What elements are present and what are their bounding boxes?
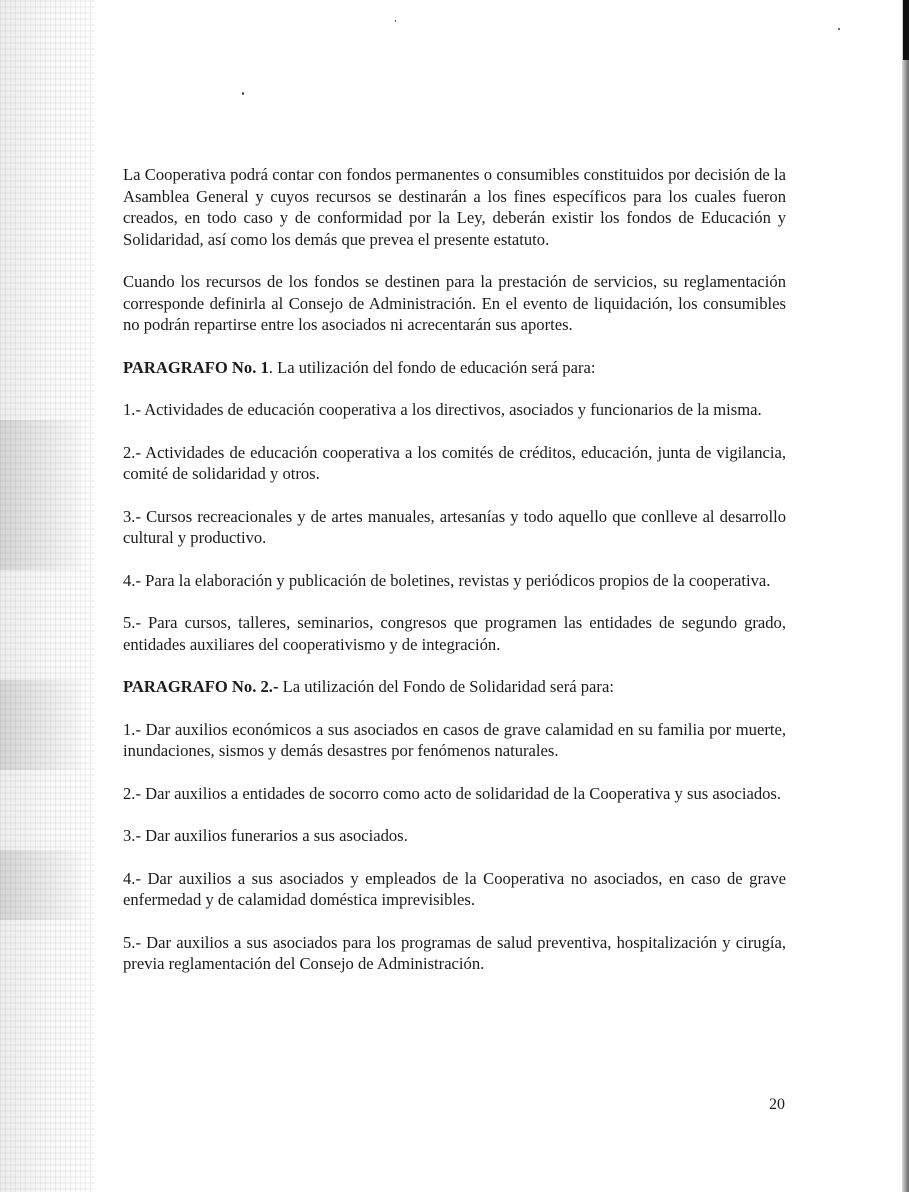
scan-edge-right [902,0,909,1192]
paragraph-fondos: La Cooperativa podrá contar con fondos permanentes o consumibles constituidos por decisión de la Asamblea General y cuyos recursos se destinarán a los fines específicos para los cuales fueron creados, en todo caso y de conformidad por la Ley, deberán existir los fondos de Educación y Solidaridad, así como los demás que prevea el presente estatuto. [123,165,786,249]
list-item: 1.- Actividades de educación cooperativa a los directivos, asociados y funcionarios de la misma. [123,400,762,419]
scan-shadow-left [0,0,95,1192]
scan-shadow-band [0,680,80,770]
page-number: 20 [769,1096,785,1113]
list-item: 5.- Para cursos, talleres, seminarios, congresos que programen las entidades de segundo grado, entidades auxiliares del cooperativismo y de integración. [123,613,786,654]
scan-shadow-band [0,420,80,570]
list-item: 3.- Cursos recreacionales y de artes manuales, artesanías y todo aquello que conlleve al desarrollo cultural y productivo. [123,506,786,547]
scan-shadow-band [0,850,80,920]
scan-speck [242,92,244,95]
paragrafo-2-heading [123,676,786,698]
list-item: 1.- Dar auxilios económicos a sus asociados en casos de grave calamidad en su familia por muerte, inundaciones, sismos y demás desastres por fenómenos naturales. [123,719,786,760]
paragrafo-1-text: . La utilización del fondo de educación será para: [268,357,596,377]
list-item: 2.- Actividades de educación cooperativa a los comités de créditos, educación, junta de vigilancia, comité de solidaridad y otros. [123,442,786,483]
paragrafo-2-label: PARAGRAFO No. 2.- [123,677,279,696]
list-item: 4.- Para la elaboración y publicación de boletines, revistas y periódicos propios de la cooperativa. [123,570,771,590]
list-item: 2.- Dar auxilios a entidades de socorro como acto de solidaridad de la Cooperativa y sus asociados. [123,783,782,803]
paragrafo-1-label: PARAGRAFO No. 1 [123,357,269,377]
paragrafo-2-text: La utilización del Fondo de Solidaridad será para: [278,677,614,696]
scan-speck [395,20,396,22]
list-item: 5.- Dar auxilios a sus asociados para los programas de salud preventiva, hospitalización y cirugía, previa reglamentación del Consejo de Administración. [123,932,786,973]
document-body [123,164,786,996]
list-item: 4.- Dar auxilios a sus asociados y empleados de la Cooperativa no asociados, en caso de grave enfermedad y de calamidad doméstica imprevisibles. [123,868,786,909]
scan-edge-right-top [903,0,909,60]
paragraph-recursos: Cuando los recursos de los fondos se destinen para la prestación de servicios, su reglamentación corresponde definirla al Consejo de Administración. En el evento de liquidación, los consumibles no podrán repartirse entre los asociados ni acrecentarán sus aportes. [123,272,786,334]
list-item: 3.- Dar auxilios funerarios a sus asociados. [123,826,408,845]
scan-speck [838,28,840,30]
paragrafo-1-heading [123,357,786,379]
